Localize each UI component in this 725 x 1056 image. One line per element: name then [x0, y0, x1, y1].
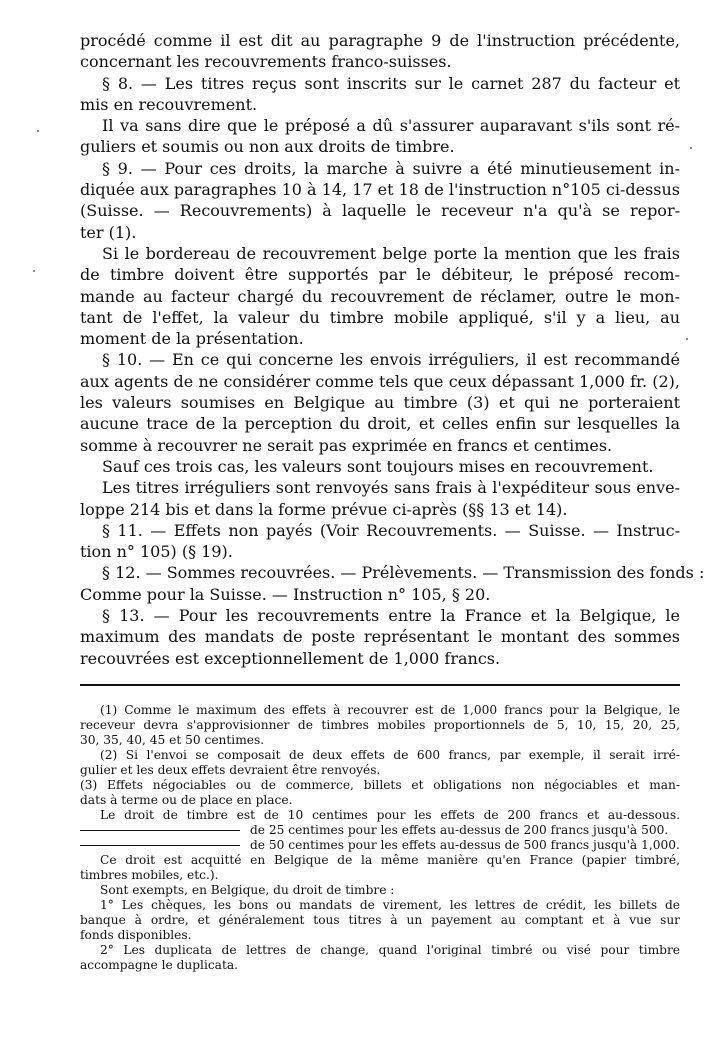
text-line: mis en recouvrement. — [80, 94, 258, 114]
text-line: guliers et soumis ou non aux droits de timbre. — [80, 137, 455, 157]
footnote-line: 2° Les duplicata de lettres de change, quand l'original timbré ou visé pour timbre — [100, 943, 680, 957]
text-line: recouvrées est exceptionnellement de 1,000 francs. — [80, 648, 501, 668]
footnote-line: banque à ordre, et généralement tous titres à un payement au comptant et à vue sur — [80, 913, 680, 927]
footnote-line: fonds disponibles. — [80, 928, 192, 942]
text-line: mande au facteur chargé du recouvrement de réclamer, outre le mon- — [80, 286, 680, 306]
text-line: diquée aux paragraphes 10 à 14, 17 et 18 de l'instruction n°105 ci-dessus — [80, 180, 680, 200]
text-line: concernant les recouvrements franco-suisses. — [80, 52, 452, 72]
text-line: procédé comme il est dit au paragraphe 9 de l'instruction précédente, — [80, 31, 680, 50]
section-13-heading: § 13. — Pour les recouvrements entre la France et la Belgique, le — [102, 606, 680, 626]
text-line: Si le bordereau de recouvrement belge porte la mention que les frais — [102, 243, 680, 263]
footnote-line: Le droit de timbre est de 10 centimes pour les effets de 200 francs et au-dessous. — [100, 808, 680, 822]
text-line: maximum des mandats de poste représentant le montant des sommes — [80, 627, 680, 647]
section-8-heading: § 8. — Les titres reçus sont inscrits sur le carnet 287 du facteur et — [102, 73, 680, 93]
main-text — [80, 30, 705, 669]
section-9-heading: § 9. — Pour ces droits, la marche à suivre a été minutieusement in- — [102, 158, 680, 178]
paper-speck — [686, 338, 688, 340]
text-line: ter (1). — [80, 222, 137, 242]
text-line: moment de la présentation. — [80, 329, 304, 349]
text-line: Comme pour la Suisse. — Instruction n° 105, § 20. — [80, 584, 491, 604]
footnote-line: timbres mobiles, etc.). — [80, 868, 219, 882]
text-line: tion n° 105) (§ 19). — [80, 542, 233, 562]
section-11-heading: § 11. — Effets non payés (Voir Recouvrements. — Suisse. — Instruc- — [102, 520, 680, 540]
footnotes — [80, 703, 680, 973]
section-12-heading: § 12. — Sommes recouvrées. — Prélèvements. — Transmission des fonds : — [102, 563, 705, 583]
footnote-divider — [80, 684, 680, 686]
text-line: aux agents de ne considérer comme tels que ceux dépassant 1,000 fr. (2), — [80, 371, 680, 391]
footnote-rate-50: de 50 centimes pour les effets au-dessus de 500 francs jusqu'à 1,000. — [250, 838, 680, 852]
text-line: les valeurs soumises en Belgique au timbre (3) et qui ne porteraient — [80, 393, 680, 413]
text-line: (Suisse. — Recouvrements) à laquelle le receveur n'a qu'à se repor- — [80, 201, 680, 221]
footnote-line: 30, 35, 40, 45 et 50 centimes. — [80, 733, 265, 747]
footnote-line: 1° Les chèques, les bons ou mandats de virement, les lettres de crédit, les billets de — [100, 898, 680, 912]
text-line: somme à recouvrer ne serait pas exprimée en francs et centimes. — [80, 435, 613, 455]
footnote-2: (2) Si l'envoi se composait de deux effets de 600 francs, par exemple, il serait irré- — [100, 748, 680, 762]
footnote-line: accompagne le duplicata. — [80, 958, 238, 972]
footnote-line: dats à terme ou de place en place. — [80, 793, 293, 807]
footnote-line — [80, 838, 680, 853]
leader-line — [80, 845, 240, 846]
section-10-heading: § 10. — En ce qui concerne les envois irréguliers, il est recommandé — [102, 350, 680, 370]
text-line: Il va sans dire que le préposé a dû s'assurer auparavant s'ils sont ré- — [102, 116, 680, 136]
paper-speck — [690, 147, 692, 149]
footnote-line: gulier et les deux effets devraient être renvoyés. — [80, 763, 381, 777]
footnote-line: Ce droit est acquitté en Belgique de la même manière qu'en France (papier timbré, — [100, 853, 680, 867]
text-line: Sauf ces trois cas, les valeurs sont toujours mises en recouvrement. — [102, 456, 654, 476]
footnote-line: receveur devra s'approvisionner de timbres mobiles proportionnels de 5, 10, 15, 20, 25, — [80, 718, 680, 732]
footnote-line: Sont exempts, en Belgique, du droit de timbre : — [100, 883, 395, 897]
text-line: de timbre doivent être supportés par le débiteur, le préposé recom- — [80, 265, 680, 285]
leader-line — [80, 830, 240, 831]
paper-speck — [33, 270, 35, 272]
footnote-line — [80, 823, 680, 838]
footnote-rate-25: de 25 centimes pour les effets au-dessus de 200 francs jusqu'à 500. — [250, 823, 669, 837]
paper-speck — [37, 130, 39, 132]
text-line: Les titres irréguliers sont renvoyés sans frais à l'expéditeur sous enve- — [102, 478, 680, 498]
text-line: loppe 214 bis et dans la forme prévue ci-après (§§ 13 et 14). — [80, 499, 568, 519]
footnote-3: (3) Effets négociables ou de commerce, billets et obligations non négociables et man- — [80, 778, 680, 792]
text-line: tant de l'effet, la valeur du timbre mobile appliqué, s'il y a lieu, au — [80, 307, 680, 327]
footnote-1: (1) Comme le maximum des effets à recouvrer est de 1,000 francs pour la Belgique, le — [100, 703, 680, 717]
text-line: aucune trace de la perception du droit, et celles enfin sur lesquelles la — [80, 414, 680, 434]
